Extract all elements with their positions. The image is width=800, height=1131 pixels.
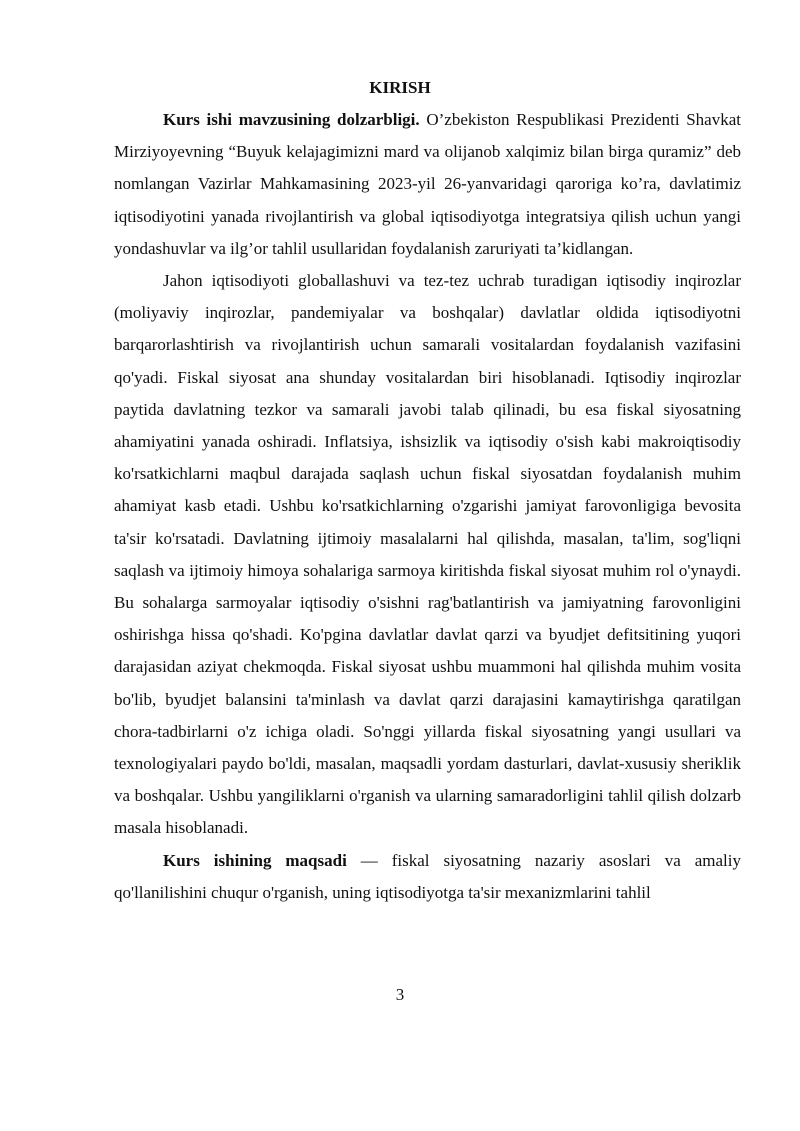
paragraph-text: Jahon iqtisodiyoti globallashuvi va tez-tez uchrab turadigan iqtisodiy inqirozlar (moliyaviy inqirozlar, pandemiyalar va boshqalar) davlatlar oldida iqtisodiyotni barqarorlashtirish va rivojlantirish uchun samarali vositalardan foydalanish vazifasini qo'yadi. Fiskal siyosat ana shunday vositalardan biri hisoblanadi. Iqtisodiy inqirozlar paytida davlatning tezkor va samarali javobi talab qilinadi, bu esa fiskal siyosatning ahamiyatini yanada oshiradi. Inflatsiya, ishsizlik va iqtisodiy o'sish kabi makroiqtisodiy ko'rsatkichlarni maqbul darajada saqlash uchun fiskal siyosatdan foydalanish muhim ahamiyat kasb etadi. Ushbu ko'rsatkichlarning o'zgarishi jamiyat farovonligiga bevosita ta'sir ko'rsatadi. Davlatning ijtimoiy masalalarni hal qilishda, masalan, ta'lim, sog'liqni saqlash va ijtimoiy himoya sohalariga sarmoya kiritishda fiskal siyosat muhim rol o'ynaydi. Bu sohalarga sarmoyalar iqtisodiy o'sishni rag'batlantirish va jamiyatning farovonligini oshirishga hissa qo'shadi. Ko'pgina davlatlar davlat qarzi va byudjet defitsitining yuqori darajasidan aziyat chekmoqda. Fiskal siyosat ushbu muammoni hal qilishda muhim vosita bo'lib, byudjet balansini ta'minlash va davlat qarzi darajasini kamaytirishga qaratilgan chora-tadbirlarni o'z ichiga oladi. So'nggi yillarda fiskal siyosatning yangi usullari va texnologiyalari paydo bo'ldi, masalan, maqsadli yordam dasturlari, davlat-xususiy sheriklik va boshqalar. Ushbu yangiliklarni o'rganish va ularning samaradorligini tahlil qilish dolzarb masala hisoblanadi. [114, 271, 741, 838]
paragraph-lead: Kurs ishining maqsadi [163, 850, 347, 870]
paragraph-text: fiskal siyosatning nazariy asoslari va amaliy qo'llanilishini chuqur o'rganish, uning iqtisodiyotga ta'sir mexanizmlarini tahlil [114, 850, 741, 902]
lead-separator: — [346, 850, 392, 870]
paragraph-globalization [114, 265, 741, 845]
body-text [114, 104, 741, 909]
paragraph-lead: Kurs ishi mavzusining dolzarbligi. [163, 110, 420, 129]
paragraph-relevance [114, 104, 741, 265]
paragraph-text: O’zbekiston Respublikasi Prezidenti Shavkat Mirziyoyevning “Buyuk kelajagimizni mard va olijanob xalqimiz bilan birga quramiz” deb nomlangan Vazirlar Mahkamasining 2023-yil 26-yanvaridagi qaroriga ko’ra, davlatimiz iqtisodiyotini yanada rivojlantirish va global iqtisodiyotga integratsiya qilish uchun yangi yondashuvlar va ilg’or tahlil usullaridan foydalanish zaruriyati ta’kidlangan. [114, 110, 741, 258]
page-number: 3 [395, 985, 405, 1004]
paragraph-goal [114, 845, 741, 909]
section-heading: KIRISH [369, 78, 431, 97]
